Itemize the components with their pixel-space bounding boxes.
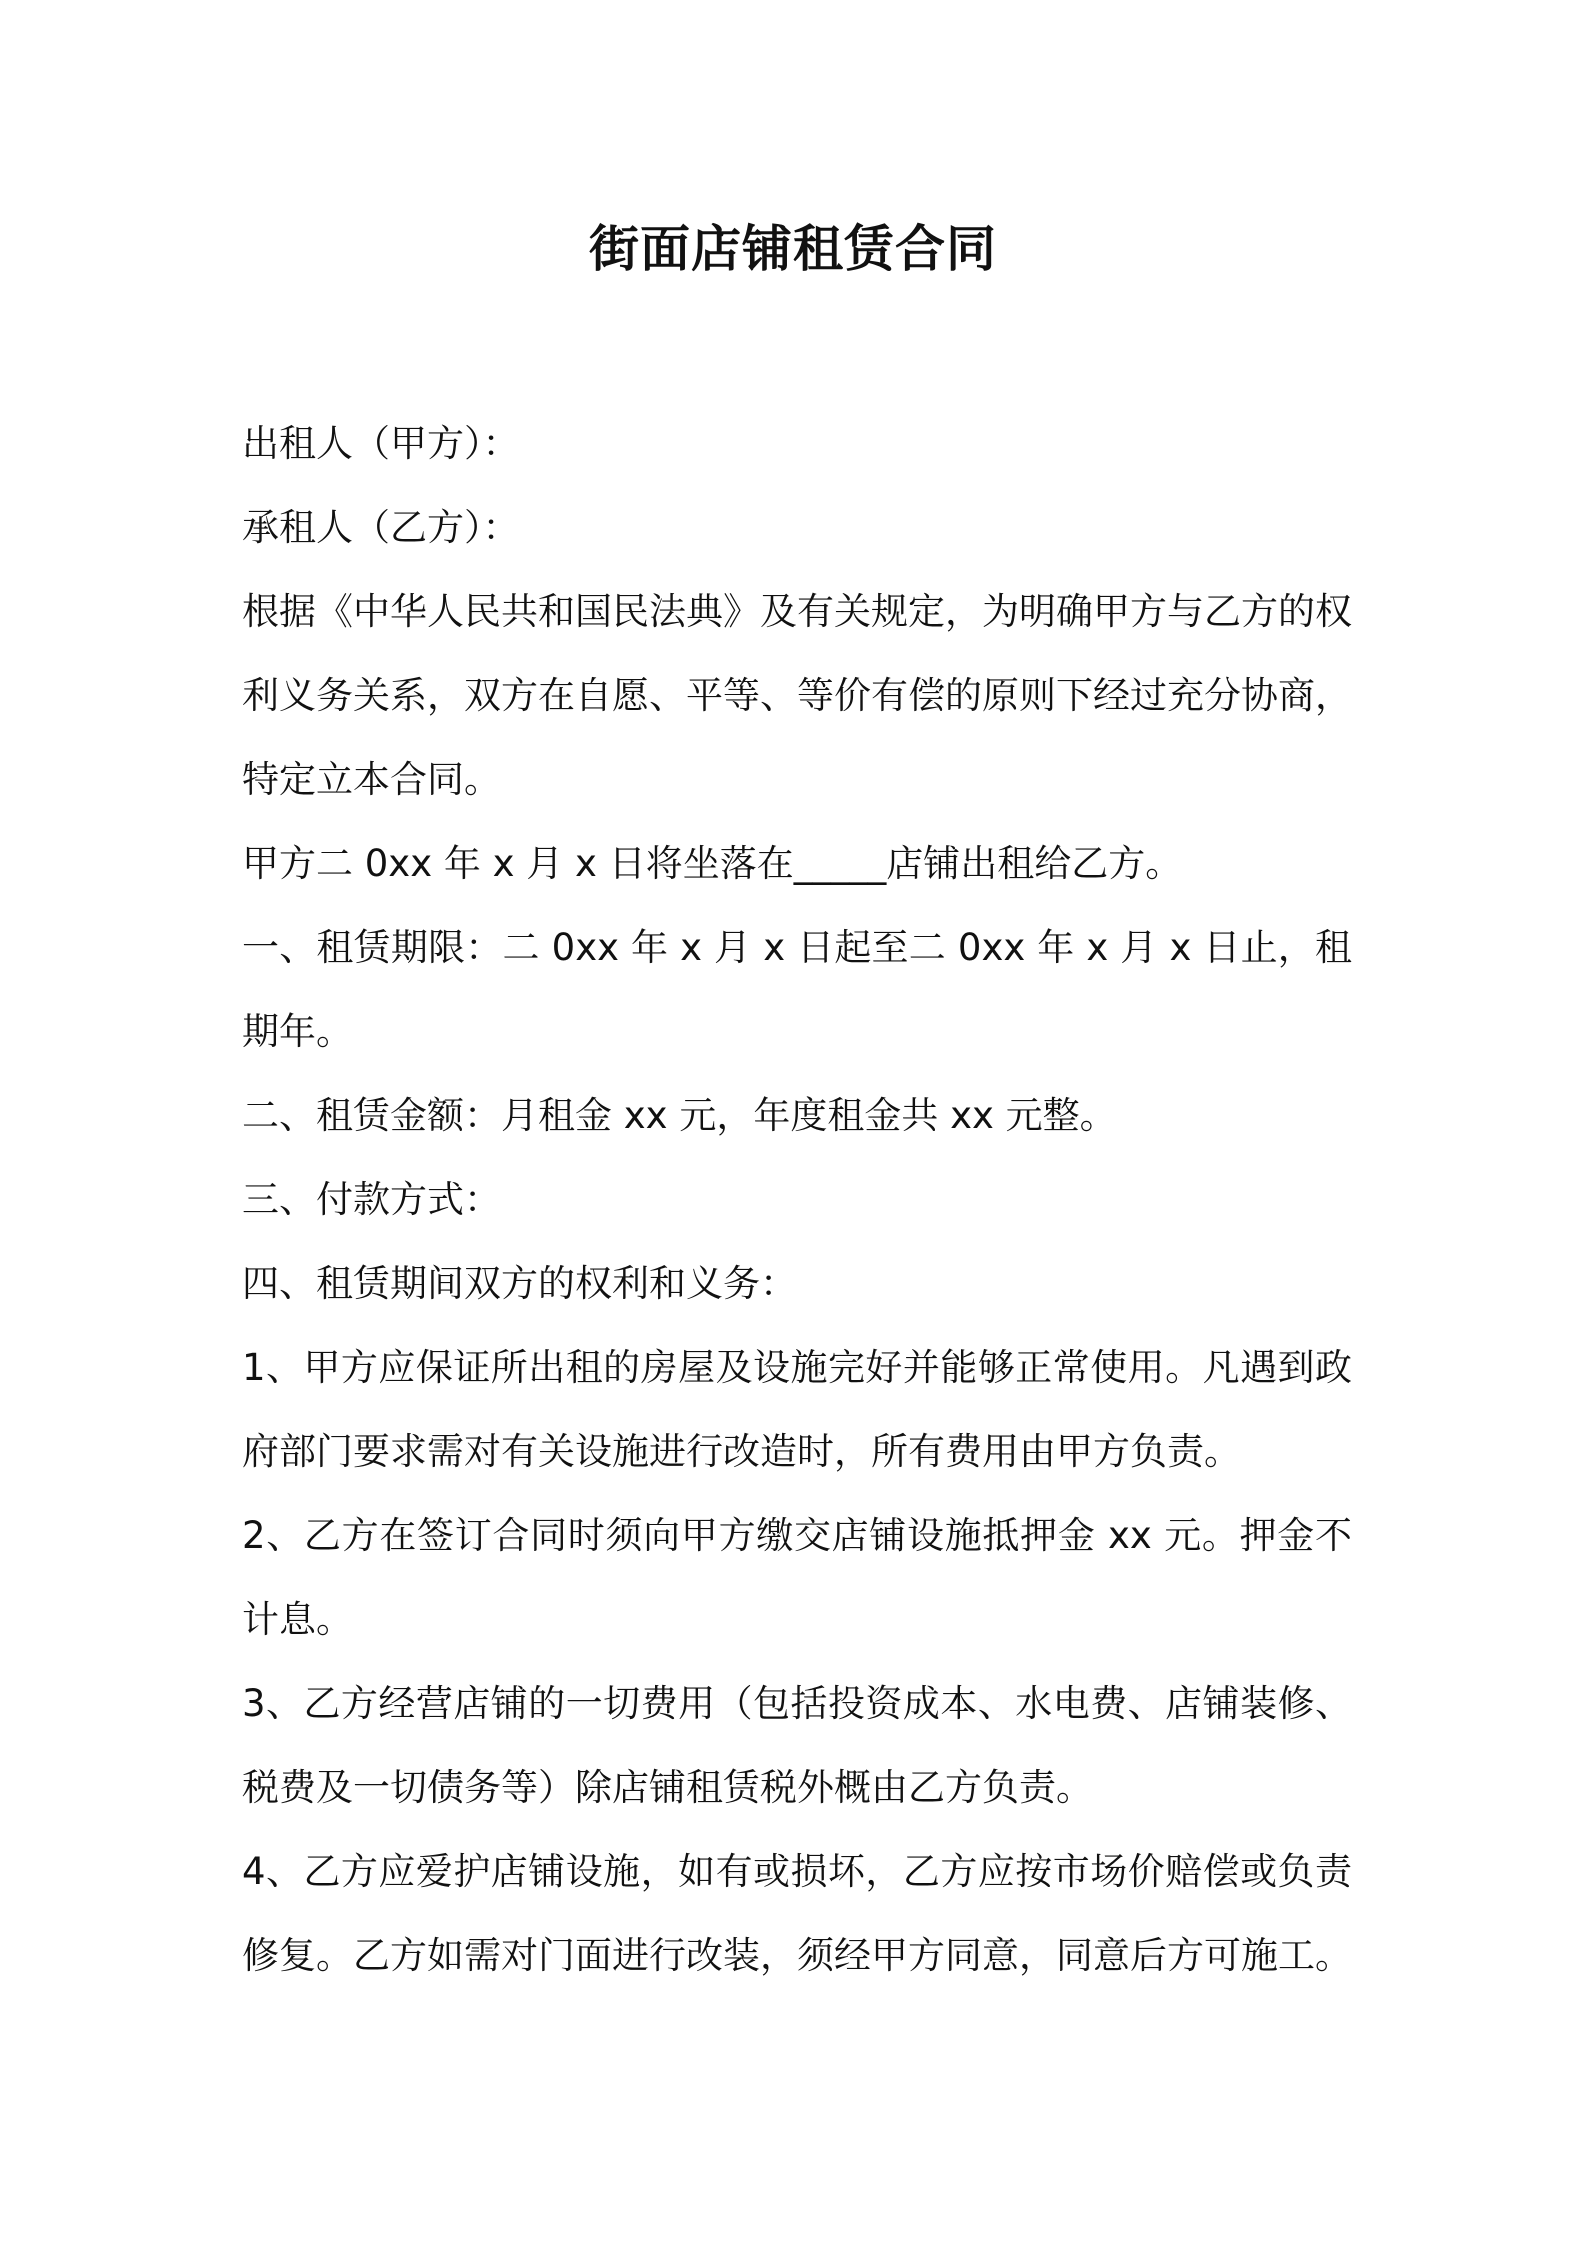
preamble-paragraph: 根据《中华人民共和国民法典》及有关规定，为明确甲方与乙方的权利义务关系，双方在自愿、平等、等价有偿的原则下经过充分协商，特定立本合同。 xyxy=(242,590,1352,801)
subclause-3: 3、乙方经营店铺的一切费用（包括投资成本、水电费、店铺装修、税费及一切债务等）除店铺租赁税外概由乙方负责。 xyxy=(242,1682,1352,1809)
lessor-line: 出租人（甲方）： xyxy=(242,422,520,465)
subclause-1: 1、甲方应保证所出租的房屋及设施完好并能够正常使用。凡遇到政府部门要求需对有关设施进行改造时，所有费用由甲方负责。 xyxy=(242,1346,1352,1473)
clause-rent-amount: 二、租赁金额：月租金 xx 元，年度租金共 xx 元整。 xyxy=(242,1094,1117,1137)
subclause-2: 2、乙方在签订合同时须向甲方缴交店铺设施抵押金 xx 元。押金不计息。 xyxy=(242,1514,1352,1641)
premises-paragraph: 甲方二 0xx 年 x 月 x 日将坐落在_____店铺出租给乙方。 xyxy=(242,842,1183,885)
clause-rights-obligations: 四、租赁期间双方的权利和义务： xyxy=(242,1262,797,1305)
document-body xyxy=(242,402,1352,1998)
subclause-4: 4、乙方应爱护店铺设施，如有或损坏，乙方应按市场价赔偿或负责修复。乙方如需对门面进行改装，须经甲方同意，同意后方可施工。 xyxy=(242,1850,1352,1977)
document-title: 街面店铺租赁合同 xyxy=(589,220,997,278)
clause-lease-term: 一、租赁期限：二 0xx 年 x 月 x 日起至二 0xx 年 x 月 x 日止，租期年。 xyxy=(242,926,1352,1053)
lessee-line: 承租人（乙方）： xyxy=(242,506,520,549)
clause-payment-method: 三、付款方式： xyxy=(242,1178,501,1221)
